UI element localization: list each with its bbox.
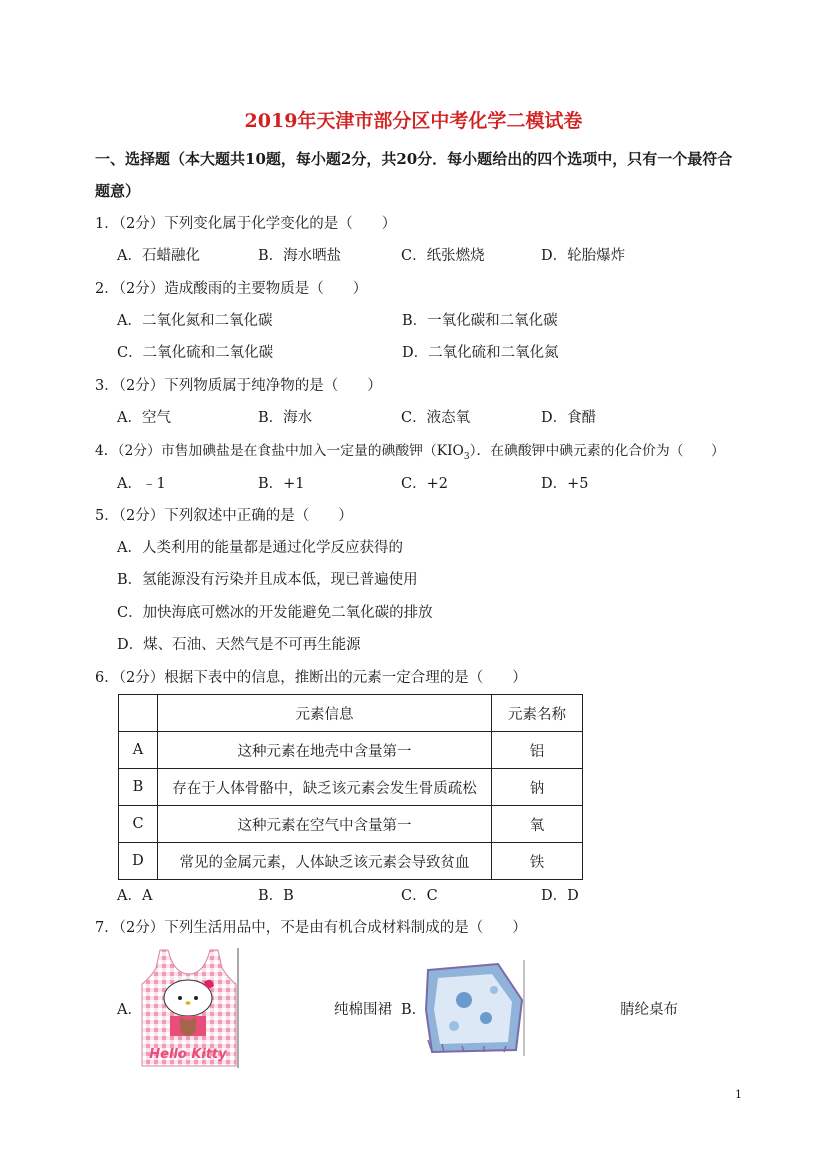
option-a: A．空气	[117, 410, 171, 426]
option-b: B．一氧化碳和二氧化碳	[402, 313, 558, 329]
element-info-table	[118, 694, 583, 880]
question-stem: 5．（2分）下列叙述中正确的是（ ）	[95, 508, 353, 524]
table-cell: 氧	[492, 806, 583, 843]
option-d: D．+5	[541, 476, 589, 492]
question-stem: 4．（2分）市售加碘盐是在食盐中加入一定量的碘酸钾$(KIO_3)$．在碘酸钾中碘元素的化合价为（ ）	[95, 443, 725, 462]
table-header-cell	[119, 695, 158, 732]
option-c: C．加快海底可燃冰的开发能避免二氧化碳的排放	[117, 605, 433, 621]
question-stem: 7．（2分）下列生活用品中，不是由有机合成材料制成的是（ ）	[95, 920, 527, 936]
option-a: A．A	[117, 888, 153, 904]
table-cell: 铁	[492, 843, 583, 880]
table-cell: A	[119, 732, 158, 769]
table-row	[119, 732, 583, 769]
apron-logo-text: Hello Kitty	[149, 1047, 227, 1062]
table-header-cell: 元素名称	[492, 695, 583, 732]
table-row	[119, 769, 583, 806]
table-cell: 铝	[492, 732, 583, 769]
option-b-text: 腈纶桌布	[620, 1002, 678, 1018]
table-cell: 这种元素在空气中含量第一	[158, 806, 492, 843]
option-a: A．石蜡融化	[117, 248, 200, 264]
table-header-row	[119, 695, 583, 732]
exam-title: 2019年天津市部分区中考化学二模试卷	[244, 110, 583, 132]
option-b: B．海水	[258, 410, 313, 426]
option-d: D．轮胎爆炸	[541, 248, 626, 264]
table-cell: C	[119, 806, 158, 843]
option-b: B．+1	[258, 476, 305, 492]
option-d: D．食醋	[541, 410, 597, 426]
question-stem: 2．（2分）造成酸雨的主要物质是（ ）	[95, 281, 368, 297]
table-cell: 常见的金属元素，人体缺乏该元素会导致贫血	[158, 843, 492, 880]
option-c: C．C	[401, 888, 438, 904]
question-stem: 6．（2分）根据下表中的信息，推断出的元素一定合理的是（ ）	[95, 670, 527, 686]
table-cell: 钠	[492, 769, 583, 806]
table-header-cell: 元素信息	[158, 695, 492, 732]
table-row	[119, 806, 583, 843]
option-a-text: 纯棉围裙	[334, 1002, 392, 1018]
option-b: B．氢能源没有污染并且成本低，现已普遍使用	[117, 572, 418, 588]
option-c: C．液态氧	[401, 410, 471, 426]
option-a-label: A．	[117, 1002, 142, 1018]
option-b: B．B	[258, 888, 294, 904]
table-row	[119, 843, 583, 880]
apron-image	[138, 948, 240, 1068]
option-a: A．﹣1	[117, 476, 166, 492]
table-cell: B	[119, 769, 158, 806]
tablecloth-image	[424, 960, 526, 1056]
section-heading-line1: 一、选择题（本大题共10题，每小题2分，共20分．每小题给出的四个选项中，只有一个最符合	[95, 150, 733, 168]
section-heading-line2: 题意）	[95, 182, 141, 200]
option-b: B．海水晒盐	[258, 248, 342, 264]
question-stem: 1．（2分）下列变化属于化学变化的是（ ）	[95, 216, 397, 232]
option-c: C．二氧化硫和二氧化碳	[117, 345, 274, 361]
page-number: 1	[735, 1088, 742, 1101]
option-d: D．二氧化硫和二氧化氮	[402, 345, 559, 361]
table-cell: D	[119, 843, 158, 880]
option-d: D．煤、石油、天然气是不可再生能源	[117, 637, 361, 653]
table-cell: 这种元素在地壳中含量第一	[158, 732, 492, 769]
option-b-label: B．	[401, 1002, 427, 1018]
option-a: A．人类利用的能量都是通过化学反应获得的	[117, 540, 403, 556]
option-a: A．二氧化氮和二氧化碳	[117, 313, 273, 329]
option-d: D．D	[541, 888, 579, 904]
option-c: C．+2	[401, 476, 448, 492]
question-stem: 3．（2分）下列物质属于纯净物的是（ ）	[95, 378, 382, 394]
option-c: C．纸张燃烧	[401, 248, 485, 264]
table-cell: 存在于人体骨骼中，缺乏该元素会发生骨质疏松	[158, 769, 492, 806]
subscript: 3	[463, 451, 470, 462]
